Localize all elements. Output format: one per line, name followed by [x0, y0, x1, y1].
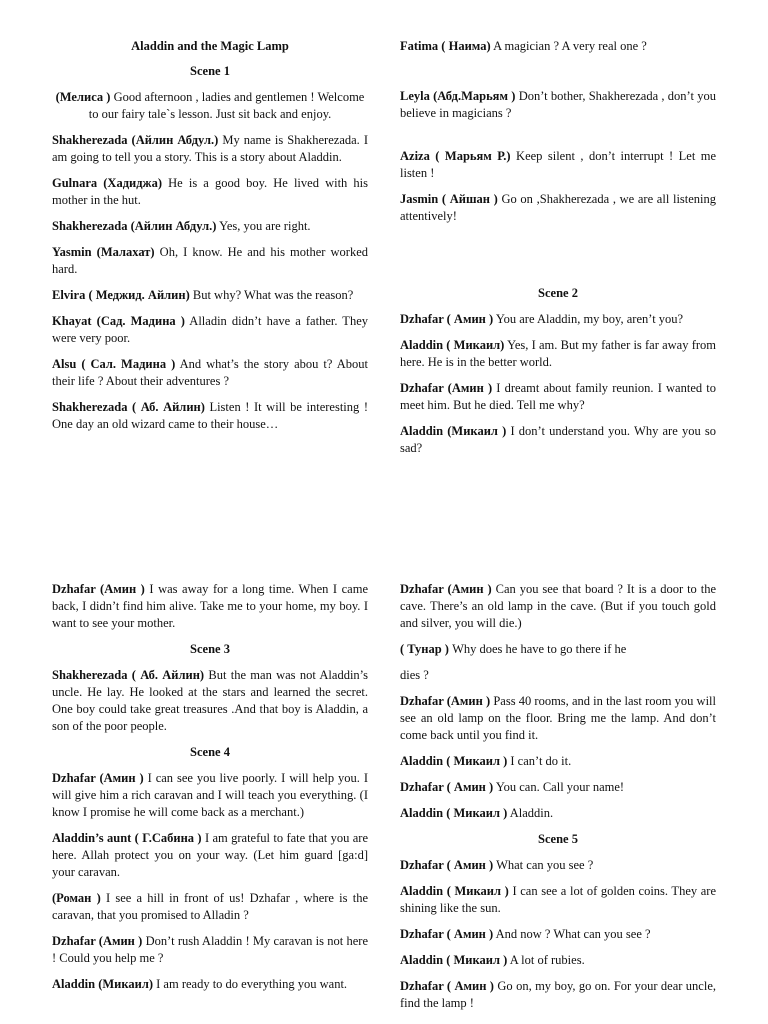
speaker-name: Aladdin ( Микаил )	[400, 754, 508, 768]
dialogue-line	[52, 89, 368, 123]
dialogue-text: Don’t rush Aladdin ! My caravan is not here ! Could you help me ?	[52, 934, 369, 965]
speaker-name: Fatima ( Наима)	[400, 39, 491, 53]
speaker-name: Dzhafar ( Амин )	[400, 927, 494, 941]
speaker-name: Dzhafar ( Амин )	[400, 979, 494, 993]
dialogue-line	[400, 38, 716, 55]
speaker-name: Aladdin ( Микаил )	[400, 884, 509, 898]
dialogue-text: Alladin didn’t have a father. They were very poor.	[52, 314, 368, 345]
dialogue-line	[400, 978, 716, 1012]
scene-heading: Scene 3	[190, 642, 230, 656]
scene-heading: Scene 2	[538, 286, 578, 300]
dialogue-text: I can’t do it.	[510, 754, 572, 768]
dialogue-line	[400, 88, 716, 122]
dialogue-line	[400, 380, 716, 414]
dialogue-text: Can you see that board ? It is a door to the cave. There’s an old lamp in the cave. (But if you touch gold and silver, you will die.)	[400, 582, 717, 630]
speaker-name: Dzhafar ( Амин )	[400, 780, 494, 794]
speaker-name: (Роман )	[52, 891, 101, 905]
speaker-name: Shakherezada ( Аб. Айлин)	[52, 400, 205, 414]
speaker-name: ( Тунар )	[400, 642, 449, 656]
speaker-name: Gulnara (Хадиджа)	[52, 176, 163, 190]
dialogue-text: Keep silent , don’t interrupt ! Let me listen !	[400, 149, 717, 180]
dialogue-text: I dreamt about family reunion. I wanted to meet him. But he died. Tell me why?	[400, 381, 717, 412]
speaker-name: Dzhafar (Амин )	[400, 694, 491, 708]
dialogue-line	[52, 770, 368, 821]
left-column-bottom	[52, 581, 368, 1002]
dialogue-text: Why does he have to go there if he	[452, 642, 627, 656]
dialogue-line	[400, 191, 716, 225]
dialogue-line	[52, 667, 368, 735]
dialogue-line	[400, 952, 716, 969]
speaker-name: Dzhafar (Амин )	[52, 934, 143, 948]
dialogue-text: My name is Shakherezada. I am going to tell you a story. This is a story about Aladdin.	[52, 133, 369, 164]
dialogue-text: You can. Call your name!	[495, 780, 625, 794]
dialogue-text: Go on, my boy, go on. For your dear uncle, find the lamp !	[400, 979, 717, 1010]
speaker-name: Dzhafar ( Амин )	[400, 858, 494, 872]
right-column-top	[400, 38, 716, 466]
scene-heading: Scene 1	[190, 64, 230, 78]
dialogue-text: But the man was not Aladdin’s uncle. He lay. He looked at the stars and learned the secret. One boy could take great treasures .And that boy is Aladdin, a son of the poor people.	[52, 668, 369, 733]
speaker-name: Yasmin (Малахат)	[52, 245, 155, 259]
dialogue-line	[52, 175, 368, 209]
dialogue-line	[52, 287, 368, 304]
dialogue-text: I was away for a long time. When I came back, I didn’t find him alive. Take me to your home, my boy. I want to see your mother.	[52, 582, 368, 630]
speaker-name: (Мелиса )	[55, 90, 111, 104]
dialogue-text: And now ? What can you see ?	[495, 927, 651, 941]
speaker-name: Elvira ( Меджид. Айлин)	[52, 288, 190, 302]
dialogue-text: Yes, you are right.	[219, 219, 311, 233]
dialogue-text: I don’t understand you. Why are you so sad?	[400, 424, 716, 455]
dialogue-line	[52, 313, 368, 347]
dialogue-line	[400, 753, 716, 770]
speaker-name: Jasmin ( Айшан )	[400, 192, 498, 206]
dialogue-text: Don’t bother, Shakherezada , don’t you believe in magicians ?	[400, 89, 716, 120]
speaker-name: Shakherezada (Айлин Абдул.)	[52, 219, 217, 233]
dialogue-line	[400, 337, 716, 371]
document-title: Aladdin and the Magic Lamp	[131, 39, 289, 53]
dialogue-text: He is a good boy. He lived with his mother in the hut.	[52, 176, 368, 207]
speaker-name: Dzhafar (Амин )	[400, 381, 493, 395]
dialogue-text: But why? What was the reason?	[192, 288, 354, 302]
dialogue-text: Listen ! It will be interesting ! One day an old wizard came to their house…	[52, 400, 369, 431]
speaker-name: Aziza ( Марьям Р.)	[400, 149, 511, 163]
dialogue-line	[52, 132, 368, 166]
dialogue-line	[400, 857, 716, 874]
speaker-name: Aladdin (Микаил )	[400, 424, 507, 438]
speaker-name: Dzhafar (Амин )	[400, 582, 492, 596]
speaker-name: Aladdin ( Микаил )	[400, 953, 508, 967]
speaker-name: Aladdin’s aunt ( Г.Сабина )	[52, 831, 202, 845]
dialogue-text: Go on ,Shakherezada , we are all listening attentively!	[400, 192, 717, 223]
dialogue-text: Good afternoon , ladies and gentlemen ! Welcome to our fairy tale`s lesson. Just sit back and enjoy.	[88, 90, 365, 121]
dialogue-line	[52, 244, 368, 278]
dialogue-line	[400, 926, 716, 943]
scene-heading: Scene 5	[538, 832, 578, 846]
dialogue-text: Yes, I am. But my father is far away from here. He is in the better world.	[400, 338, 716, 369]
dialogue-line	[52, 356, 368, 390]
scene-heading: Scene 4	[190, 745, 230, 759]
dialogue-text: I am grateful to fate that you are here. Allah protect you on your way. (Let him guard [ga:d] your caravan.	[52, 831, 369, 879]
dialogue-line	[400, 883, 716, 917]
dialogue-text: Pass 40 rooms, and in the last room you will see an old lamp on the floor. Bring me the lamp. And don’t come back until you find it.	[400, 694, 716, 742]
dialogue-text: Oh, I know. He and his mother worked hard.	[52, 245, 369, 276]
dialogue-line	[400, 423, 716, 457]
dialogue-line	[400, 148, 716, 182]
speaker-name: Leyla (Абд.Марьям )	[400, 89, 516, 103]
dialogue-line	[400, 641, 716, 658]
dialogue-text: Aladdin.	[509, 806, 554, 820]
speaker-name: Alsu ( Сал. Мадина )	[52, 357, 176, 371]
dialogue-text: A magician ? A very real one ?	[493, 39, 647, 53]
dialogue-text: dies ?	[400, 668, 429, 682]
dialogue-text: I am ready to do everything you want.	[156, 977, 348, 991]
dialogue-text: A lot of rubies.	[509, 953, 585, 967]
speaker-name: Shakherezada (Айлин Абдул.)	[52, 133, 219, 147]
dialogue-line	[400, 779, 716, 796]
dialogue-line	[400, 581, 716, 632]
dialogue-line	[400, 311, 716, 328]
speaker-name: Shakherezada ( Аб. Айлин)	[52, 668, 205, 682]
dialogue-line	[52, 890, 368, 924]
dialogue-line	[52, 581, 368, 632]
speaker-name: Dzhafar (Амин )	[52, 771, 144, 785]
speaker-name: Dzhafar ( Амин )	[400, 312, 494, 326]
speaker-name: Khayat (Сад. Мадина )	[52, 314, 185, 328]
dialogue-line	[52, 399, 368, 433]
dialogue-text: You are Aladdin, my boy, aren’t you?	[495, 312, 684, 326]
dialogue-line	[400, 667, 716, 684]
speaker-name: Aladdin ( Микаил )	[400, 806, 508, 820]
dialogue-line	[52, 218, 368, 235]
speaker-name: Dzhafar (Амин )	[52, 582, 145, 596]
dialogue-line	[400, 693, 716, 744]
dialogue-line	[52, 830, 368, 881]
dialogue-line	[52, 933, 368, 967]
right-column-bottom	[400, 581, 716, 1021]
dialogue-line	[52, 976, 368, 993]
speaker-name: Aladdin ( Микаил)	[400, 338, 505, 352]
speaker-name: Aladdin (Микаил)	[52, 977, 154, 991]
dialogue-text: I can see you live poorly. I will help you. I will give him a rich caravan and I will teach you everything. (I know I promise he will come back as a merchant.)	[52, 771, 368, 819]
dialogue-text: What can you see ?	[496, 858, 594, 872]
left-column-top	[52, 38, 368, 442]
dialogue-text: I see a hill in front of us! Dzhafar , where is the caravan, that you promised to Alladin ?	[52, 891, 368, 922]
dialogue-text: And what’s the story abou t? About their life ? About their adventures ?	[52, 357, 368, 388]
dialogue-text: I can see a lot of golden coins. They are shining like the sun.	[400, 884, 717, 915]
dialogue-line	[400, 805, 716, 822]
